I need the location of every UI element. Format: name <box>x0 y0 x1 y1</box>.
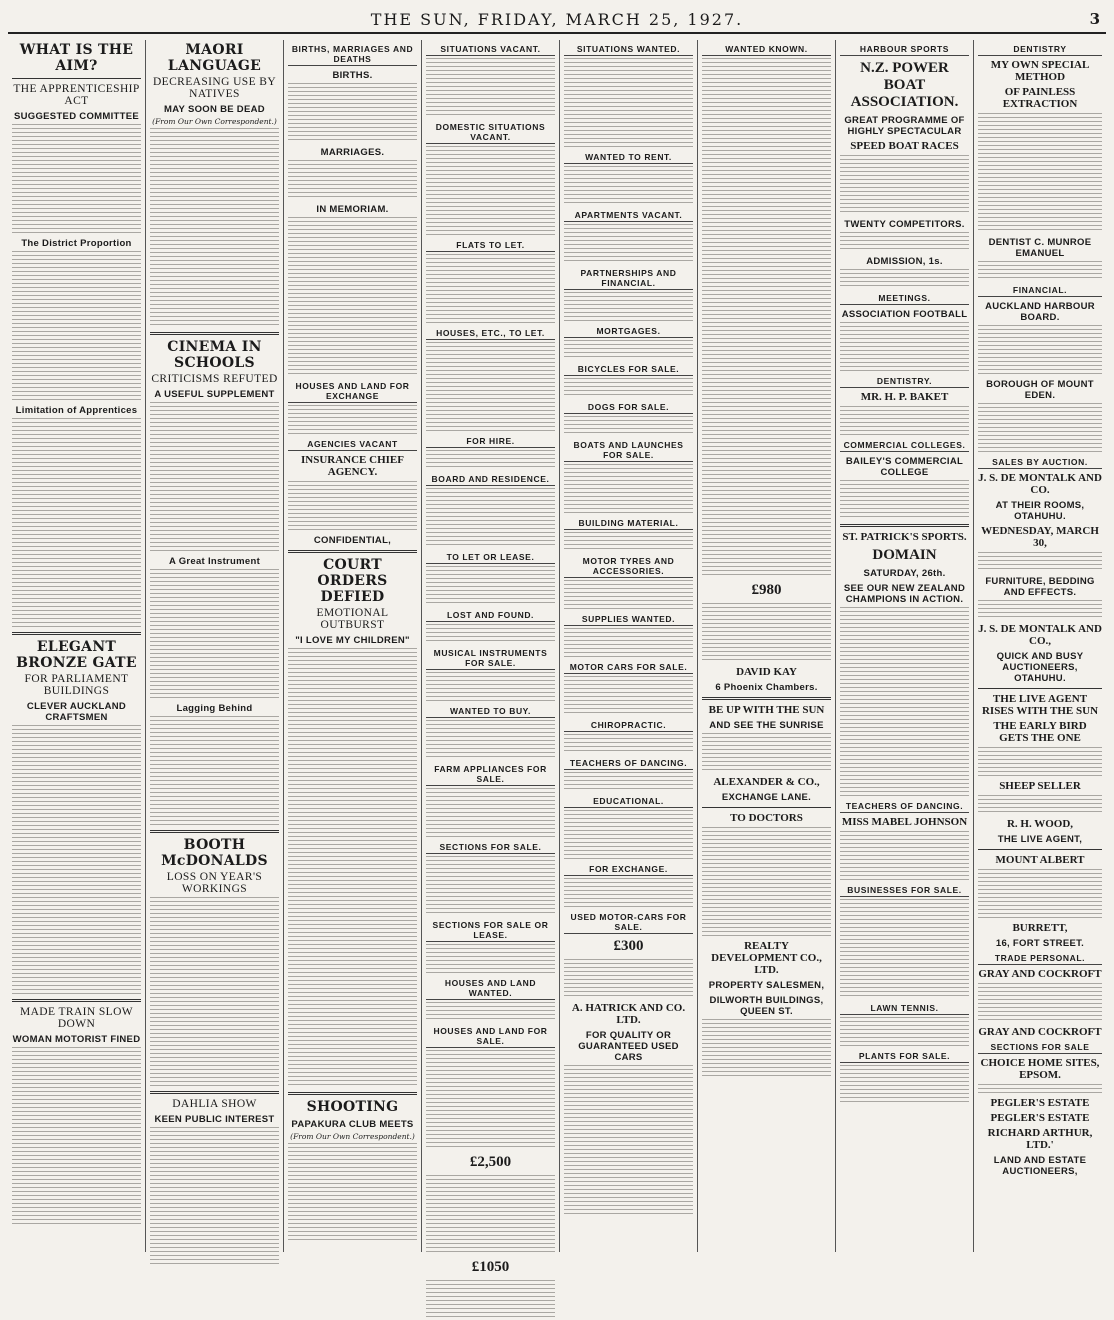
section-heading: MOTOR TYRES AND ACCESSORIES. <box>564 556 693 578</box>
ad-name: REALTY DEVELOPMENT CO., LTD. <box>711 940 822 976</box>
ad-heading: SHEEP SELLER <box>999 780 1081 792</box>
notices-body <box>288 83 417 143</box>
subhead: EMOTIONAL OUTBURST <box>316 607 389 631</box>
classifieds <box>426 624 555 644</box>
classifieds <box>840 322 969 372</box>
section-heading: DENTISTRY. <box>840 376 969 388</box>
classifieds <box>840 480 969 520</box>
ads-body <box>288 481 417 531</box>
ad-text: TWENTY COMPETITORS. <box>844 219 965 230</box>
masthead-title: THE SUN, FRIDAY, MARCH 25, 1927. <box>370 10 744 29</box>
classifieds <box>564 676 693 716</box>
article-body <box>288 1143 417 1243</box>
section-heading: PARTNERSHIPS AND FINANCIAL. <box>564 268 693 290</box>
ad-subheading: THE LIVE AGENT, <box>997 834 1083 845</box>
ad-heading: THE EARLY BIRD GETS THE ONE <box>993 720 1087 744</box>
subhead: SUGGESTED COMMITTEE <box>14 111 139 122</box>
headline: SHOOTING <box>306 1099 399 1115</box>
ad-heading: TO DOCTORS <box>730 812 803 824</box>
classifieds <box>426 856 555 916</box>
ad-name: BURRETT, <box>1012 922 1068 934</box>
section-heading: Lagging Behind <box>176 703 253 714</box>
classifieds <box>426 566 555 606</box>
article-body <box>150 716 279 826</box>
classifieds <box>978 600 1102 620</box>
column-7 <box>836 40 974 1252</box>
ad-text: SEE OUR NEW ZEALAND CHAMPIONS IN ACTION. <box>843 583 966 605</box>
classifieds <box>426 488 555 548</box>
ad-name: A. HATRICK AND CO. LTD. <box>571 1002 686 1026</box>
classifieds <box>702 58 831 578</box>
notices-body <box>288 160 417 200</box>
classifieds <box>564 734 693 754</box>
article-body <box>12 418 141 628</box>
classifieds <box>564 878 693 908</box>
article-body <box>288 648 417 1088</box>
ad-name: MR. H. P. BAKET <box>860 391 949 403</box>
headline: WHAT IS THE AIM? <box>19 42 134 74</box>
ad-date: WEDNESDAY, MARCH 30, <box>981 525 1099 549</box>
ad-heading: N.Z. POWER BOAT ASSOCIATION. <box>850 60 959 110</box>
classifieds <box>426 1002 555 1022</box>
section-heading: BOATS AND LAUNCHES FOR SALE. <box>564 440 693 462</box>
price-heading: £300 <box>613 938 644 954</box>
article-body <box>150 402 279 552</box>
price-heading: £980 <box>751 582 782 598</box>
classifieds <box>840 406 969 436</box>
column-6 <box>698 40 836 1252</box>
subhead: FOR PARLIAMENT BUILDINGS <box>24 673 129 697</box>
ad-heading: DENTIST C. MUNROE EMANUEL <box>988 237 1092 259</box>
classifieds <box>426 146 555 236</box>
classifieds <box>702 1019 831 1079</box>
classifieds <box>564 959 693 999</box>
column-4 <box>422 40 560 1275</box>
classifieds <box>564 628 693 658</box>
section-heading: HOUSES, ETC., TO LET. <box>426 328 555 340</box>
ad-subheading: AND SEE THE SUNRISE <box>709 720 824 731</box>
column-1 <box>8 40 146 1252</box>
ad-heading: ASSOCIATION FOOTBALL <box>841 309 968 320</box>
ads-body <box>288 405 417 435</box>
masthead <box>8 10 1106 34</box>
section-heading: DOMESTIC SITUATIONS VACANT. <box>426 122 555 144</box>
section-heading: FINANCIAL. <box>978 285 1102 297</box>
section-heading: HOUSES AND LAND WANTED. <box>426 978 555 1000</box>
classifieds <box>840 1065 969 1105</box>
classifieds <box>564 772 693 792</box>
subsection-heading: MARRIAGES. <box>320 147 385 158</box>
classifieds <box>426 58 555 118</box>
section-heading: SECTIONS FOR SALE OR LEASE. <box>426 920 555 942</box>
section-heading: MORTGAGES. <box>564 326 693 338</box>
section-heading: BIRTHS, MARRIAGES AND DEATHS <box>288 44 417 66</box>
ad-heading: MY OWN SPECIAL METHOD <box>990 59 1090 83</box>
ad-text: ADMISSION, 1s. <box>866 256 943 267</box>
subsection-heading: IN MEMORIAM. <box>316 204 389 215</box>
classifieds <box>426 450 555 470</box>
section-heading: MUSICAL INSTRUMENTS FOR SALE. <box>426 648 555 670</box>
subhead: CLEVER AUCKLAND CRAFTSMEN <box>26 701 127 723</box>
classifieds <box>426 342 555 432</box>
section-heading: BUILDING MATERIAL. <box>564 518 693 530</box>
classifieds <box>978 983 1102 1023</box>
classifieds <box>840 1017 969 1047</box>
ad-heading: PEGLER'S ESTATE <box>990 1112 1090 1124</box>
section-heading: TO LET OR LEASE. <box>426 552 555 564</box>
subhead: MAY SOON BE DEAD <box>164 104 265 115</box>
section-heading: CHIROPRACTIC. <box>564 720 693 732</box>
classifieds <box>978 403 1102 453</box>
column-8 <box>974 40 1106 1252</box>
classifieds <box>564 166 693 206</box>
subhead: KEEN PUBLIC INTEREST <box>154 1114 275 1125</box>
subhead: LOSS ON YEAR'S WORKINGS <box>166 871 263 895</box>
section-heading: FLATS TO LET. <box>426 240 555 252</box>
section-heading: MEETINGS. <box>840 293 969 305</box>
section-heading: MOTOR CARS FOR SALE. <box>564 662 693 674</box>
section-heading: BICYCLES FOR SALE. <box>564 364 693 376</box>
section-heading: TEACHERS OF DANCING. <box>564 758 693 770</box>
headline: CINEMA IN SCHOOLS <box>167 339 262 371</box>
ad-heading: SPEED BOAT RACES <box>850 140 959 152</box>
ad-heading: CHOICE HOME SITES, EPSOM. <box>980 1057 1100 1081</box>
section-heading: APARTMENTS VACANT. <box>564 210 693 222</box>
column-5 <box>560 40 698 1252</box>
price-heading: £1050 <box>471 1259 510 1275</box>
classifieds <box>564 224 693 264</box>
ad-text: CONFIDENTIAL, <box>313 535 392 546</box>
ad-heading: BAILEY'S COMMERCIAL COLLEGE <box>845 456 964 478</box>
subhead: "I LOVE MY CHILDREN" <box>295 635 410 646</box>
subhead: WOMAN MOTORIST FINED <box>12 1034 141 1045</box>
ad-address: DILWORTH BUILDINGS, QUEEN ST. <box>709 995 824 1017</box>
ad-subheading: PROPERTY SALESMEN, <box>708 980 825 991</box>
ad-name: RICHARD ARTHUR, LTD.' <box>987 1127 1093 1151</box>
ad-heading: MOUNT ALBERT <box>995 854 1085 866</box>
section-heading: FOR EXCHANGE. <box>564 864 693 876</box>
classifieds <box>426 720 555 760</box>
classifieds <box>564 464 693 514</box>
section-heading: DENTISTRY <box>978 44 1102 56</box>
ad-address: 16, FORT STREET. <box>995 938 1085 949</box>
classifieds <box>564 58 693 148</box>
section-heading: AGENCIES VACANT <box>288 439 417 451</box>
subhead: A USEFUL SUPPLEMENT <box>154 389 275 400</box>
ad-subheading: QUICK AND BUSY AUCTIONEERS, OTAHUHU. <box>996 651 1084 684</box>
price-heading: £2,500 <box>469 1154 512 1170</box>
section-heading: PLANTS FOR SALE. <box>840 1051 969 1063</box>
section-heading: SUPPLIES WANTED. <box>564 614 693 626</box>
section-heading: USED MOTOR-CARS FOR SALE. <box>564 912 693 934</box>
headline: BOOTH McDONALDS <box>161 837 268 869</box>
ad-name: ALEXANDER & CO., <box>713 776 820 788</box>
classifieds <box>840 831 969 881</box>
section-heading: SECTIONS FOR SALE <box>978 1042 1102 1054</box>
article-body <box>12 1047 141 1227</box>
classifieds <box>840 607 969 797</box>
ad-tagline: FOR QUALITY OR GUARANTEED USED CARS <box>578 1030 679 1063</box>
section-heading: WANTED TO BUY. <box>426 706 555 718</box>
classifieds <box>978 1084 1102 1094</box>
article-body <box>150 569 279 699</box>
section-heading: WANTED TO RENT. <box>564 152 693 164</box>
classifieds <box>426 254 555 324</box>
ad-heading: FURNITURE, BEDDING AND EFFECTS. <box>985 576 1095 598</box>
classifieds <box>564 810 693 860</box>
ad-heading: PEGLER'S ESTATE <box>990 1097 1090 1109</box>
article-body <box>150 128 279 328</box>
classifieds <box>426 1050 555 1150</box>
ad-heading: BE UP WITH THE SUN <box>708 704 825 716</box>
classifieds <box>978 869 1102 919</box>
classifieds <box>978 552 1102 572</box>
article-body <box>12 251 141 401</box>
headline: ELEGANT BRONZE GATE <box>16 639 137 671</box>
section-heading: HOUSES AND LAND FOR EXCHANGE <box>288 381 417 403</box>
section-heading: SALES BY AUCTION. <box>978 457 1102 469</box>
section-heading: DOGS FOR SALE. <box>564 402 693 414</box>
subhead: DECREASING USE BY NATIVES <box>152 76 277 100</box>
section-heading: LOST AND FOUND. <box>426 610 555 622</box>
classifieds <box>840 899 969 999</box>
page-number: 3 <box>1089 10 1100 28</box>
article-body <box>12 124 141 234</box>
ad-address: 6 Phoenix Chambers. <box>715 682 818 693</box>
classifieds <box>564 340 693 360</box>
headline: MADE TRAIN SLOW DOWN <box>19 1006 134 1030</box>
classifieds <box>978 747 1102 777</box>
ad-name: J. S. DE MONTALK AND CO., <box>978 623 1102 647</box>
column-2 <box>146 40 284 1252</box>
subsection-heading: BIRTHS. <box>332 70 373 81</box>
ad-heading: THE LIVE AGENT RISES WITH THE SUN <box>981 693 1099 717</box>
section-heading: WANTED KNOWN. <box>702 44 831 56</box>
ad-date: SATURDAY, 26th. <box>863 568 946 579</box>
ad-heading: AUCKLAND HARBOUR BOARD. <box>985 301 1095 323</box>
subhead: THE APPRENTICESHIP ACT <box>13 83 140 107</box>
classifieds <box>426 944 555 974</box>
classifieds <box>978 113 1102 233</box>
ad-name: J. S. DE MONTALK AND CO. <box>978 472 1102 496</box>
ad-name: GRAY AND COCKROFT <box>978 1026 1102 1038</box>
ad-name: R. H. WOOD, <box>1006 818 1074 830</box>
section-heading: FARM APPLIANCES FOR SALE. <box>426 764 555 786</box>
section-heading: BUSINESSES FOR SALE. <box>840 885 969 897</box>
article-body <box>12 725 141 995</box>
section-heading: TRADE PERSONAL. <box>978 953 1102 965</box>
ad-name: MISS MABEL JOHNSON <box>841 816 968 828</box>
section-heading: SITUATIONS VACANT. <box>426 44 555 56</box>
byline: (From Our Own Correspondent.) <box>290 1132 415 1141</box>
section-heading: BOARD AND RESIDENCE. <box>426 474 555 486</box>
section-heading: HARBOUR SPORTS <box>840 44 969 56</box>
section-heading: The District Proportion <box>21 238 132 249</box>
classifieds <box>840 232 969 252</box>
ad-heading: ST. PATRICK'S SPORTS. <box>842 531 967 543</box>
ad-subheading: AT THEIR ROOMS, OTAHUHU. <box>995 500 1085 522</box>
classifieds <box>564 580 693 610</box>
subhead: PAPAKURA CLUB MEETS <box>291 1119 414 1130</box>
article-body <box>150 1127 279 1267</box>
classifieds <box>840 155 969 215</box>
section-heading: SECTIONS FOR SALE. <box>426 842 555 854</box>
classifieds <box>840 269 969 289</box>
headline: COURT ORDERS DEFIED <box>317 557 388 605</box>
section-heading: EDUCATIONAL. <box>564 796 693 808</box>
classifieds <box>564 378 693 398</box>
classifieds <box>702 603 831 663</box>
classifieds <box>564 532 693 552</box>
ad-heading: OF PAINLESS EXTRACTION <box>1002 86 1078 110</box>
classifieds <box>426 1280 555 1320</box>
ad-name: DAVID KAY <box>736 666 797 678</box>
classifieds <box>978 325 1102 375</box>
ad-heading: DOMAIN <box>872 547 937 563</box>
ad-heading: INSURANCE CHIEF AGENCY. <box>301 454 404 478</box>
headline: DAHLIA SHOW <box>172 1098 257 1110</box>
classifieds <box>426 788 555 838</box>
ad-heading: BOROUGH OF MOUNT EDEN. <box>986 379 1094 401</box>
ad-name: GRAY AND COCKROFT <box>978 968 1102 980</box>
classifieds <box>426 672 555 702</box>
ad-address: EXCHANGE LANE. <box>721 792 812 803</box>
section-heading: TEACHERS OF DANCING. <box>840 801 969 813</box>
headline: MAORI LANGUAGE <box>167 42 262 74</box>
classifieds <box>702 827 831 937</box>
article-body <box>150 897 279 1087</box>
notices-body <box>288 217 417 377</box>
byline: (From Our Own Correspondent.) <box>152 117 277 126</box>
classifieds <box>564 292 693 322</box>
classifieds <box>564 1065 693 1215</box>
ad-subheading: GREAT PROGRAMME OF HIGHLY SPECTACULAR <box>844 115 965 137</box>
section-heading: COMMERCIAL COLLEGES. <box>840 440 969 452</box>
section-heading: HOUSES AND LAND FOR SALE. <box>426 1026 555 1048</box>
ad-subheading: LAND AND ESTATE AUCTIONEERS, <box>993 1155 1087 1177</box>
section-heading: SITUATIONS WANTED. <box>564 44 693 56</box>
column-3 <box>284 40 422 1252</box>
section-heading: LAWN TENNIS. <box>840 1003 969 1015</box>
classifieds <box>564 416 693 436</box>
subhead: CRITICISMS REFUTED <box>151 373 278 385</box>
section-heading: FOR HIRE. <box>426 436 555 448</box>
classifieds <box>702 733 831 773</box>
classifieds <box>978 261 1102 281</box>
classifieds <box>978 795 1102 815</box>
classifieds <box>426 1175 555 1255</box>
section-heading: Limitation of Apprentices <box>15 405 138 416</box>
section-heading: A Great Instrument <box>168 556 261 567</box>
